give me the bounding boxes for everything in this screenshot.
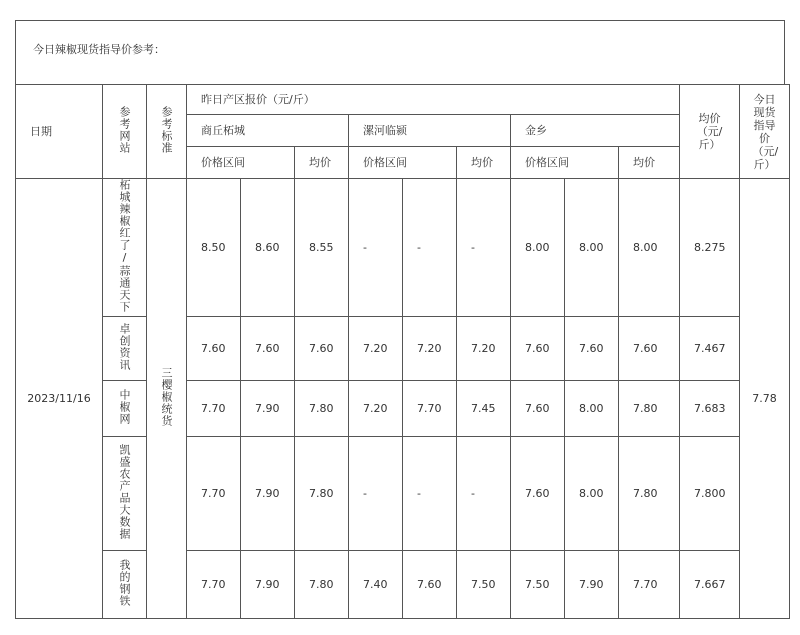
price-cell: 8.00	[565, 437, 619, 551]
price-cell: 7.70	[403, 381, 457, 437]
header-today-guide: 今日现货指导价（元/斤）	[740, 85, 790, 179]
price-cell: 7.20	[349, 381, 403, 437]
standard-cell: 三樱椒统货	[147, 179, 187, 619]
price-cell: 7.70	[187, 551, 241, 619]
avg-header: 均价	[457, 147, 511, 179]
price-cell: 8.55	[295, 179, 349, 317]
table-row	[16, 381, 790, 437]
price-cell: 7.60	[565, 317, 619, 381]
avg-cell: 7.667	[680, 551, 740, 619]
header-yesterday-quote: 昨日产区报价（元/斤）	[187, 85, 680, 115]
page-title: 今日辣椒现货指导价参考：	[33, 43, 165, 56]
price-cell: 7.40	[349, 551, 403, 619]
header-avg-unit: 均价（元/斤）	[680, 85, 740, 179]
price-cell: 7.60	[619, 317, 680, 381]
price-cell: 7.20	[349, 317, 403, 381]
price-cell: 8.50	[187, 179, 241, 317]
site-cell: 我的钢铁	[103, 551, 147, 619]
site-cell: 柘城辣椒红了/蒜通天下	[103, 179, 147, 317]
price-cell: 7.90	[241, 437, 295, 551]
today-guide-price-cell: 7.78	[740, 179, 790, 619]
table-row	[16, 179, 790, 317]
price-range-header: 价格区间	[349, 147, 457, 179]
avg-cell: 7.683	[680, 381, 740, 437]
avg-header: 均价	[619, 147, 680, 179]
price-cell: -	[403, 179, 457, 317]
site-cell: 凯盛农产品大数据	[103, 437, 147, 551]
price-cell: -	[403, 437, 457, 551]
price-cell: 7.60	[511, 317, 565, 381]
header-standard: 参考标准	[147, 85, 187, 179]
region-shangqiu: 商丘柘城	[187, 115, 349, 147]
site-cell: 中椒网	[103, 381, 147, 437]
site-cell: 卓创资讯	[103, 317, 147, 381]
price-cell: -	[349, 437, 403, 551]
price-range-header: 价格区间	[511, 147, 619, 179]
region-luohe: 漯河临颍	[349, 115, 511, 147]
price-cell: -	[457, 437, 511, 551]
price-cell: 7.45	[457, 381, 511, 437]
price-cell: 7.90	[241, 551, 295, 619]
avg-cell: 8.275	[680, 179, 740, 317]
avg-header: 均价	[295, 147, 349, 179]
table-row	[16, 317, 790, 381]
price-range-header: 价格区间	[187, 147, 295, 179]
price-cell: 8.00	[511, 179, 565, 317]
price-cell: 7.80	[295, 551, 349, 619]
table-row	[16, 551, 790, 619]
avg-cell: 7.800	[680, 437, 740, 551]
price-cell: 8.00	[565, 179, 619, 317]
region-jinxiang: 金乡	[511, 115, 680, 147]
price-cell: 7.20	[457, 317, 511, 381]
price-cell: 7.80	[295, 381, 349, 437]
title-box	[15, 20, 785, 84]
price-cell: 7.50	[511, 551, 565, 619]
price-cell: 7.70	[619, 551, 680, 619]
price-cell: 7.50	[457, 551, 511, 619]
price-cell: -	[457, 179, 511, 317]
price-cell: 7.90	[565, 551, 619, 619]
price-cell: 7.90	[241, 381, 295, 437]
price-cell: 8.60	[241, 179, 295, 317]
price-cell: 8.00	[565, 381, 619, 437]
avg-cell: 7.467	[680, 317, 740, 381]
price-cell: 7.60	[241, 317, 295, 381]
header-date: 日期	[16, 85, 103, 179]
price-cell: 7.60	[403, 551, 457, 619]
price-cell: 7.80	[619, 437, 680, 551]
table-row	[16, 437, 790, 551]
price-cell: 7.20	[403, 317, 457, 381]
price-cell: 7.60	[295, 317, 349, 381]
price-cell: 7.70	[187, 381, 241, 437]
price-cell: 7.80	[295, 437, 349, 551]
price-cell: -	[349, 179, 403, 317]
price-cell: 7.70	[187, 437, 241, 551]
price-cell: 8.00	[619, 179, 680, 317]
date-cell: 2023/11/16	[16, 179, 103, 619]
price-cell: 7.60	[511, 437, 565, 551]
price-cell: 7.80	[619, 381, 680, 437]
price-cell: 7.60	[511, 381, 565, 437]
header-site: 参考网站	[103, 85, 147, 179]
price-cell: 7.60	[187, 317, 241, 381]
price-table	[15, 84, 790, 619]
